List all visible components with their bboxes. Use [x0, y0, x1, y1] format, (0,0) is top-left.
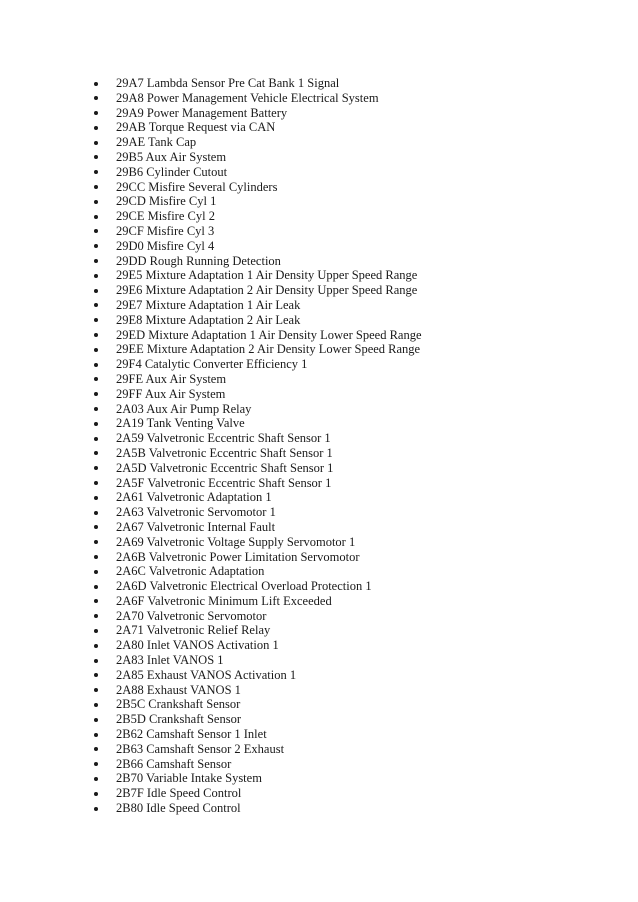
list-item [92, 697, 612, 712]
bullet-icon [94, 673, 98, 677]
list-item [92, 786, 612, 801]
list-item [92, 535, 612, 550]
list-item-text: 2A59 Valvetronic Eccentric Shaft Sensor 1 [116, 431, 331, 446]
list-item-text: 29D0 Misfire Cyl 4 [116, 238, 215, 253]
list-item [92, 579, 612, 594]
bullet-icon [94, 318, 98, 322]
bullet-icon [94, 437, 98, 441]
list-item-text: 2B62 Camshaft Sensor 1 Inlet [116, 727, 267, 742]
list-item-text: 2B66 Camshaft Sensor [116, 756, 232, 771]
bullet-icon [94, 289, 98, 293]
list-item-text: 2A6F Valvetronic Minimum Lift Exceeded [116, 593, 332, 608]
list-item [92, 342, 612, 357]
list-item-text: 2A6B Valvetronic Power Limitation Servomotor [116, 549, 360, 564]
bullet-icon [94, 466, 98, 470]
bullet-icon [94, 333, 98, 337]
bullet-icon [94, 555, 98, 559]
list-item [92, 402, 612, 417]
list-item-text: 29CC Misfire Several Cylinders [116, 179, 278, 194]
bullet-icon [94, 481, 98, 485]
bullet-icon [94, 126, 98, 130]
bullet-icon [94, 807, 98, 811]
list-item [92, 653, 612, 668]
list-item-text: 29E6 Mixture Adaptation 2 Air Density Upper Speed Range [116, 283, 418, 298]
bullet-icon [94, 200, 98, 204]
list-item [92, 298, 612, 313]
list-item [92, 224, 612, 239]
bullet-icon [94, 155, 98, 159]
bullet-icon [94, 363, 98, 367]
bullet-icon [94, 688, 98, 692]
list-item [92, 106, 612, 121]
bullet-icon [94, 82, 98, 86]
bullet-icon [94, 733, 98, 737]
list-item-text: 2A67 Valvetronic Internal Fault [116, 519, 276, 534]
bullet-icon [94, 570, 98, 574]
bullet-icon [94, 718, 98, 722]
list-item [92, 801, 612, 816]
list-item-text: 2A19 Tank Venting Valve [116, 416, 245, 431]
bullet-icon [94, 496, 98, 500]
list-item [92, 357, 612, 372]
bullet-icon [94, 303, 98, 307]
list-item [92, 505, 612, 520]
list-item-text: 2B5D Crankshaft Sensor [116, 712, 241, 727]
bullet-icon [94, 629, 98, 633]
list-item [92, 313, 612, 328]
list-item-text: 29ED Mixture Adaptation 1 Air Density Lower Speed Range [116, 327, 422, 342]
list-item [92, 135, 612, 150]
list-item-text: 29E8 Mixture Adaptation 2 Air Leak [116, 312, 301, 327]
list-item-text: 2A71 Valvetronic Relief Relay [116, 623, 271, 638]
list-item [92, 668, 612, 683]
list-item-text: 29B5 Aux Air System [116, 149, 227, 164]
list-item-text: 2A03 Aux Air Pump Relay [116, 401, 252, 416]
list-item-text: 29AB Torque Request via CAN [116, 120, 276, 135]
list-item [92, 209, 612, 224]
list-item-text: 2A88 Exhaust VANOS 1 [116, 682, 241, 697]
list-item-text: 2A83 Inlet VANOS 1 [116, 653, 224, 668]
list-item [92, 564, 612, 579]
bullet-icon [94, 599, 98, 603]
list-item-text: 2A5D Valvetronic Eccentric Shaft Sensor 1 [116, 460, 334, 475]
list-item [92, 254, 612, 269]
bullet-icon [94, 614, 98, 618]
list-item-text: 2A5B Valvetronic Eccentric Shaft Sensor 1 [116, 445, 333, 460]
list-item-text: 2A6D Valvetronic Electrical Overload Protection 1 [116, 579, 372, 594]
list-item-text: 2B70 Variable Intake System [116, 771, 262, 786]
bullet-icon [94, 451, 98, 455]
list-item-text: 2A63 Valvetronic Servomotor 1 [116, 505, 276, 520]
list-item-text: 29F4 Catalytic Converter Efficiency 1 [116, 357, 308, 372]
list-item [92, 520, 612, 535]
bullet-icon [94, 348, 98, 352]
bullet-icon [94, 244, 98, 248]
list-item [92, 712, 612, 727]
bullet-icon [94, 762, 98, 766]
list-item [92, 638, 612, 653]
list-item [92, 239, 612, 254]
list-item [92, 490, 612, 505]
list-item-text: 29DD Rough Running Detection [116, 253, 281, 268]
bullet-icon [94, 111, 98, 115]
bullet-icon [94, 644, 98, 648]
list-item-text: 2B63 Camshaft Sensor 2 Exhaust [116, 741, 285, 756]
list-item-text: 29EE Mixture Adaptation 2 Air Density Lower Speed Range [116, 342, 421, 357]
list-item [92, 742, 612, 757]
list-item-text: 29CD Misfire Cyl 1 [116, 194, 217, 209]
bullet-icon [94, 525, 98, 529]
list-item [92, 623, 612, 638]
list-item [92, 550, 612, 565]
list-item-text: 29AE Tank Cap [116, 135, 197, 150]
list-item [92, 594, 612, 609]
list-item-text: 2A80 Inlet VANOS Activation 1 [116, 638, 279, 653]
list-item [92, 476, 612, 491]
bullet-icon [94, 540, 98, 544]
bullet-icon [94, 703, 98, 707]
list-item-text: 29A7 Lambda Sensor Pre Cat Bank 1 Signal [116, 76, 340, 90]
list-item [92, 165, 612, 180]
list-item-text: 2A6C Valvetronic Adaptation [116, 564, 265, 579]
bullet-icon [94, 185, 98, 189]
bullet-icon [94, 747, 98, 751]
list-item-text: 29A9 Power Management Battery [116, 105, 288, 120]
list-item-text: 29FF Aux Air System [116, 386, 226, 401]
list-item [92, 283, 612, 298]
bullet-icon [94, 392, 98, 396]
list-item-text: 29E5 Mixture Adaptation 1 Air Density Upper Speed Range [116, 268, 418, 283]
list-item [92, 194, 612, 209]
list-item-text: 2B80 Idle Speed Control [116, 801, 241, 816]
bullet-icon [94, 229, 98, 233]
bullet-icon [94, 170, 98, 174]
list-item-text: 2A61 Valvetronic Adaptation 1 [116, 490, 272, 505]
list-item [92, 180, 612, 195]
list-item-text: 29FE Aux Air System [116, 371, 227, 386]
list-item [92, 757, 612, 772]
list-item-text: 2B5C Crankshaft Sensor [116, 697, 241, 712]
bullet-icon [94, 511, 98, 515]
list-item [92, 91, 612, 106]
list-item [92, 387, 612, 402]
list-item-text: 29CF Misfire Cyl 3 [116, 223, 215, 238]
fault-code-list [92, 76, 612, 816]
list-item-text: 29E7 Mixture Adaptation 1 Air Leak [116, 297, 301, 312]
bullet-icon [94, 259, 98, 263]
list-item [92, 372, 612, 387]
bullet-icon [94, 777, 98, 781]
list-item-text: 2B7F Idle Speed Control [116, 786, 242, 801]
list-item [92, 120, 612, 135]
list-item [92, 328, 612, 343]
list-item [92, 268, 612, 283]
bullet-icon [94, 792, 98, 796]
bullet-icon [94, 585, 98, 589]
list-item-text: 29CE Misfire Cyl 2 [116, 209, 215, 224]
list-item-text: 2A85 Exhaust VANOS Activation 1 [116, 667, 297, 682]
bullet-icon [94, 659, 98, 663]
bullet-icon [94, 215, 98, 219]
list-item-text: 2A5F Valvetronic Eccentric Shaft Sensor 1 [116, 475, 332, 490]
bullet-icon [94, 96, 98, 100]
bullet-icon [94, 274, 98, 278]
list-item-text: 2A69 Valvetronic Voltage Supply Servomotor 1 [116, 534, 356, 549]
list-item-text: 29B6 Cylinder Cutout [116, 164, 228, 179]
bullet-icon [94, 377, 98, 381]
list-item [92, 150, 612, 165]
list-item [92, 727, 612, 742]
list-item [92, 683, 612, 698]
list-item [92, 76, 612, 91]
list-item [92, 416, 612, 431]
list-item [92, 431, 612, 446]
bullet-icon [94, 407, 98, 411]
list-item [92, 771, 612, 786]
list-item [92, 609, 612, 624]
list-item-text: 2A70 Valvetronic Servomotor [116, 608, 267, 623]
bullet-icon [94, 141, 98, 145]
list-item [92, 446, 612, 461]
bullet-icon [94, 422, 98, 426]
list-item [92, 461, 612, 476]
list-item-text: 29A8 Power Management Vehicle Electrical System [116, 90, 379, 105]
